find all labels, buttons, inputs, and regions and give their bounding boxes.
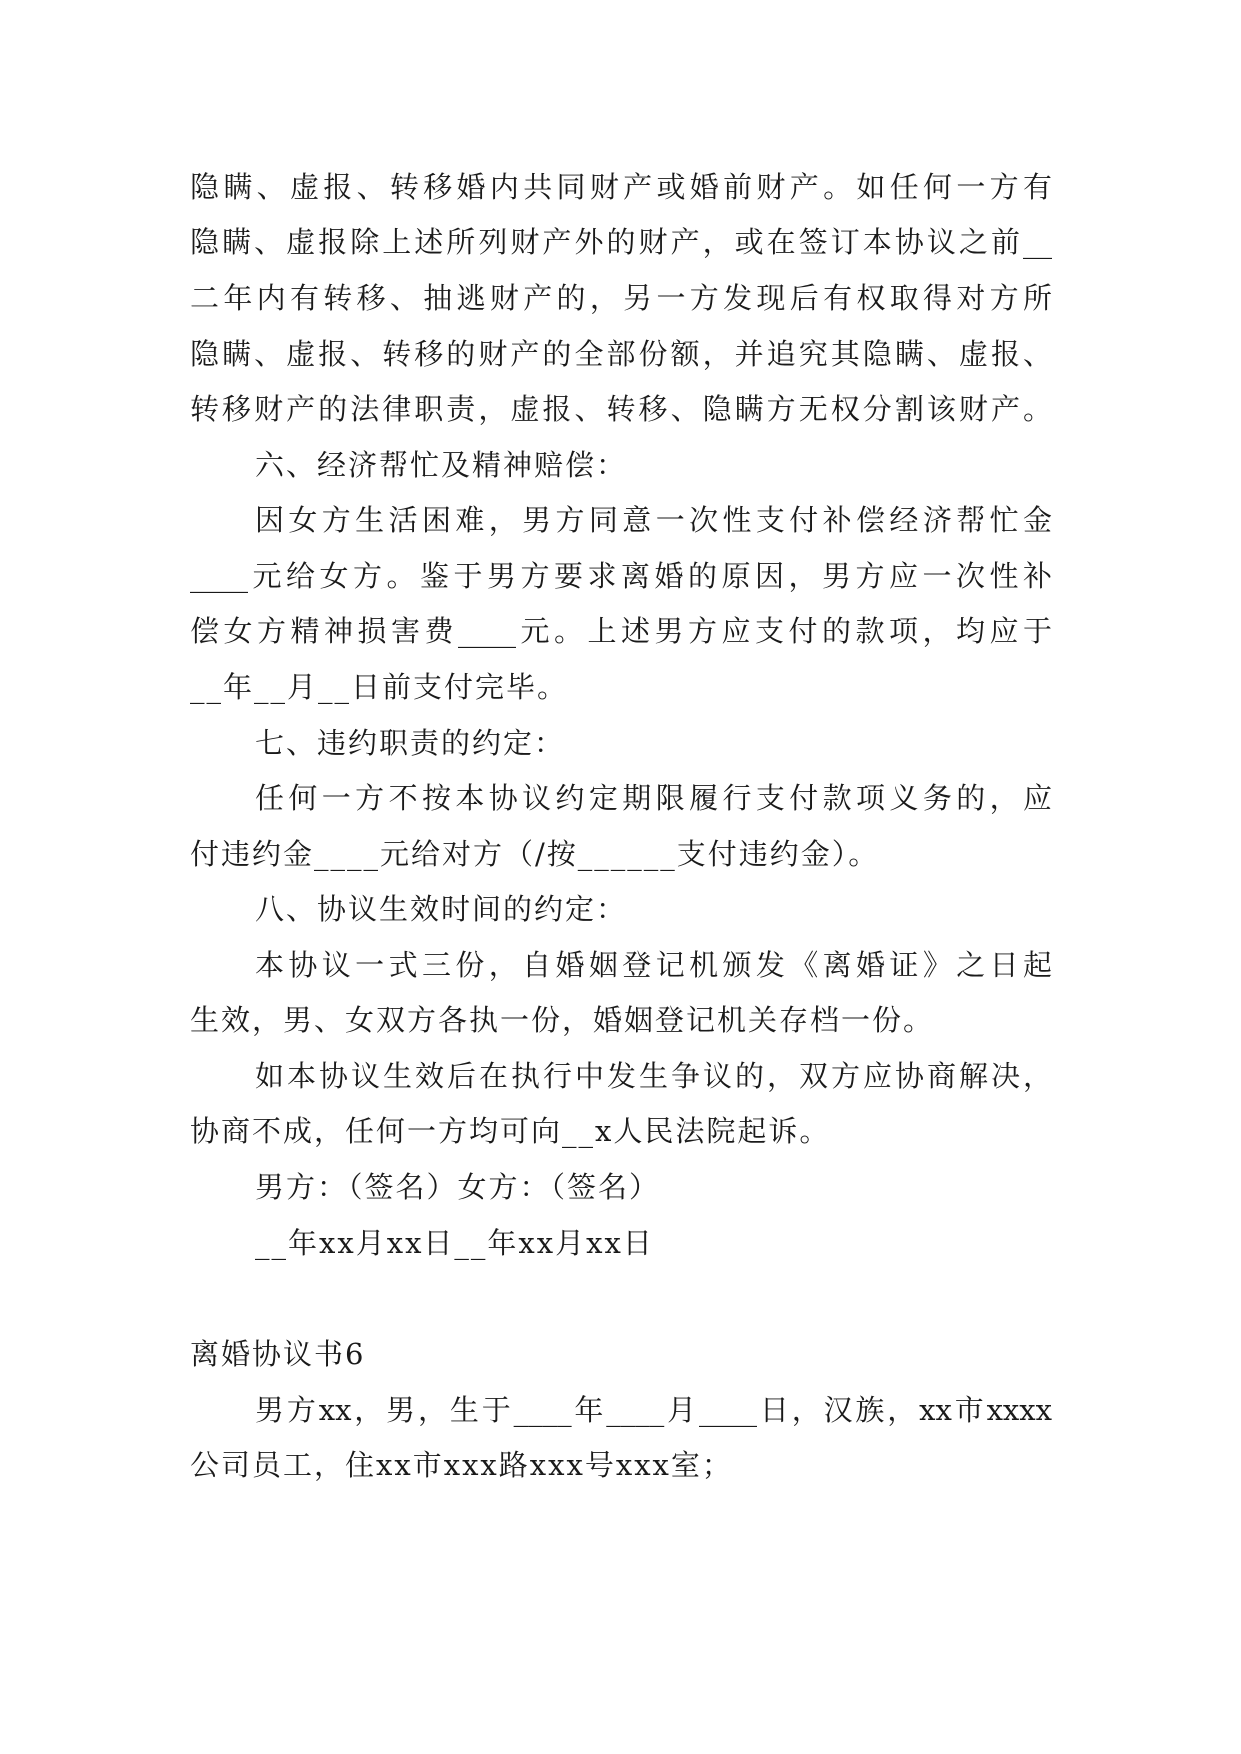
paragraph-line: __年__月__日前支付完毕。 (190, 670, 569, 704)
paragraph-line: 二年内有转移、抽逃财产的，另一方发现后有权取得对方所 (190, 281, 1052, 315)
paragraph-line: 本协议一式三份，自婚姻登记机颁发《离婚证》之日起 (255, 948, 1052, 982)
paragraph-line: 偿女方精神损害费____元。上述男方应支付的款项，均应于 (190, 614, 1052, 648)
section-heading-8: 八、协议生效时间的约定： (255, 892, 628, 926)
section-heading-7: 七、违约职责的约定： (255, 726, 566, 760)
paragraph-line: 因女方生活困难，男方同意一次性支付补偿经济帮忙金 (255, 503, 1052, 537)
section-heading-6: 六、经济帮忙及精神赔偿： (255, 448, 628, 482)
paragraph-line: 转移财产的法律职责，虚报、转移、隐瞒方无权分割该财产。 (190, 392, 1052, 426)
paragraph-line: 生效，男、女双方各执一份，婚姻登记机关存档一份。 (190, 1003, 935, 1037)
signature-line: 男方：（签名）女方：（签名） (255, 1170, 661, 1204)
paragraph-line: 付违约金____元给对方（/按______支付违约金）。 (190, 837, 880, 871)
document-title: 离婚协议书6 (190, 1337, 366, 1371)
date-line: __年xx月xx日__年xx月xx日 (255, 1226, 654, 1260)
paragraph-line: 如本协议生效后在执行中发生争议的，双方应协商解决， (255, 1059, 1052, 1093)
paragraph-line: 隐瞒、虚报、转移婚内共同财产或婚前财产。如任何一方有 (190, 170, 1052, 204)
paragraph-line: ____元给女方。鉴于男方要求离婚的原因，男方应一次性补 (190, 559, 1052, 593)
paragraph-line: 隐瞒、虚报除上述所列财产外的财产，或在签订本协议之前__ (190, 225, 1052, 259)
paragraph-line: 协商不成，任何一方均可向__x人民法院起诉。 (190, 1114, 831, 1148)
paragraph-line: 隐瞒、虚报、转移的财产的全部份额，并追究其隐瞒、虚报、 (190, 337, 1052, 371)
paragraph-line: 公司员工，住xx市xxx路xxx号xxx室； (190, 1448, 733, 1482)
paragraph-line: 男方xx，男，生于____年____月____日，汉族，xx市xxxx (255, 1393, 1052, 1427)
paragraph-line: 任何一方不按本协议约定期限履行支付款项义务的，应 (255, 781, 1052, 815)
